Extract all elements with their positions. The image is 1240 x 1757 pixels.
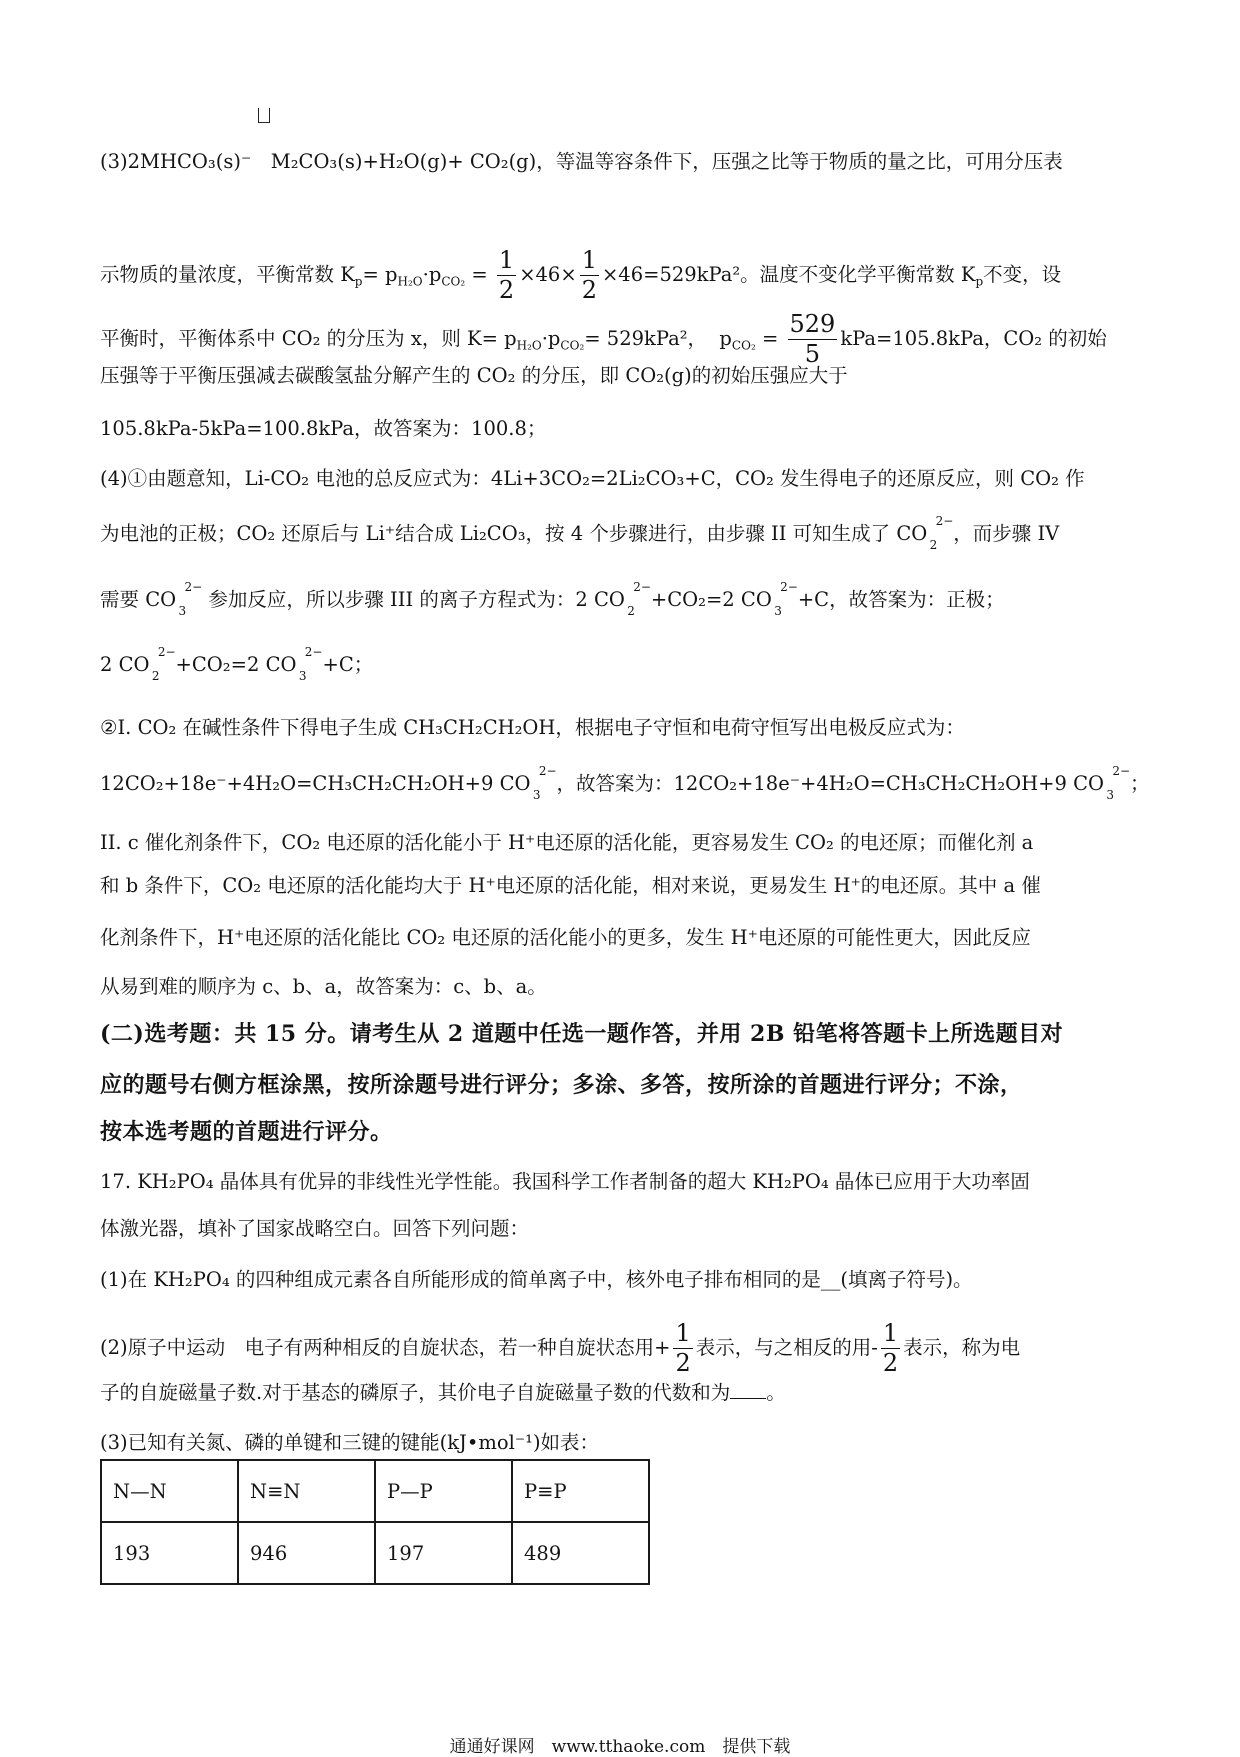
- q17-line-5: 子的自旋磁量子数.对于基态的磷原子，其价电子自旋磁量子数的代数和为 。: [100, 1381, 786, 1404]
- fraction-529-5: $\frac{529}{5}$: [789, 310, 836, 368]
- q17-line-6: (3)已知有关氮、磷的单键和三键的键能(kJ•mol⁻¹)如表：: [100, 1431, 600, 1454]
- ion-co3: CO 2− 3: [499, 764, 557, 802]
- p4-line-3: 需要 CO 2− 3 参加反应，所以步骤 III 的离子方程式为：2 CO 2− 2 +CO₂=2 CO 2− 3 +C，故答案为：正极；: [100, 580, 1005, 618]
- table-header-row: [101, 1460, 649, 1522]
- p3-line-3: 平衡时，平衡体系中 CO₂ 的分压为 x，则 $K= p_{H_2O}\cdot p_{CO_2}= 529kPa^2$， $p_{CO_2}$ = $\frac{529}{5}$ kPa=105.8kPa，CO₂ 的初始: [100, 310, 1107, 368]
- section-heading-line-3: 按本选考题的首题进行评分。: [100, 1119, 393, 1145]
- ion-co3: CO 2− 3: [265, 645, 323, 683]
- ion-c2o2: CO 2− 2: [118, 645, 176, 683]
- answer-blank: [730, 1398, 766, 1399]
- ion-c2o2: CO 2− 2: [896, 514, 954, 552]
- fraction-half: $\frac{1}{2}$: [675, 1319, 691, 1377]
- p4-line-8: 和 b 条件下，CO₂ 电还原的活化能均大于 H⁺电还原的活化能，相对来说，更易发生 H⁺的电还原。其中 a 催: [100, 874, 1041, 897]
- p4-line-4: 2 CO 2− 2 +CO₂=2 CO 2− 3 +C；: [100, 645, 374, 683]
- p3-line-5: 105.8kPa-5kPa=100.8kPa，故答案为：100.8；: [100, 417, 547, 440]
- table-header-cell: N≡N: [238, 1460, 375, 1522]
- bond-energy-table: [100, 1459, 650, 1585]
- q17-line-1: 17. KH₂PO₄ 晶体具有优异的非线性光学性能。我国科学工作者制备的超大 KH₂PO₄ 晶体已应用于大功率固: [100, 1170, 1030, 1193]
- p4-line-10: 从易到难的顺序为 c、b、a，故答案为：c、b、a。: [100, 975, 547, 998]
- ion-c2o2: CO 2− 2: [593, 580, 651, 618]
- table-header-cell: N—N: [101, 1460, 238, 1522]
- p4-line-7: II. c 催化剂条件下，CO₂ 电还原的活化能小于 H⁺电还原的活化能，更容易发生 CO₂ 的电还原；而催化剂 a: [100, 831, 1034, 854]
- section-heading-line-2: 应的题号右侧方框涂黑，按所涂题号进行评分；多涂、多答，按所涂的首题进行评分；不涂，: [100, 1072, 1023, 1098]
- table-value-cell: 489: [512, 1522, 649, 1584]
- p4-line-6: 12CO₂+18e⁻+4H₂O=CH₃CH₂CH₂OH+9 CO 2− 3 ，故答案为：12CO₂+18e⁻+4H₂O=CH₃CH₂CH₂OH+9 CO 2− 3 ；: [100, 764, 1150, 802]
- table-value-cell: 197: [375, 1522, 512, 1584]
- q17-line-4: (2)原子中运动 电子有两种相反的自旋状态，若一种自旋状态用+ $\frac{1}{2}$ 表示，与之相反的用- $\frac{1}{2}$ 表示，称为电: [100, 1319, 1021, 1377]
- p4-line-2: 为电池的正极；CO₂ 还原后与 Li⁺结合成 Li₂CO₃，按 4 个步骤进行，由步骤 II 可知生成了 CO 2− 2 ，而步骤 IV: [100, 514, 1060, 552]
- p4-line-5: ②I. CO₂ 在碱性条件下得电子生成 CH₃CH₂CH₂OH，根据电子守恒和电荷守恒写出电极反应式为：: [100, 716, 965, 739]
- table-value-row: [101, 1522, 649, 1584]
- section-heading-line-1: (二)选考题：共 15 分。请考生从 2 道题中任选一题作答，并用 2B 铅笔将答题卡上所选题目对: [100, 1021, 1064, 1047]
- p3-line-1: (3)2MHCO₃(s)⁻ M₂CO₃(s)+H₂O(g)+ CO₂(g)，等温等容条件下，压强之比等于物质的量之比，可用分压表: [100, 150, 1063, 173]
- fraction-half: $\frac{1}{2}$: [882, 1319, 899, 1377]
- ion-co3: CO 2− 3: [1073, 764, 1131, 802]
- page-footer: 通通好课网 www.tthaoke.com 提供下载: [449, 1737, 791, 1757]
- p3-line-2: 示物质的量浓度，平衡常数 $K_p= p_{H_2O}\cdot p_{CO_2}$ = $\frac{1}{2}$ ×46× $\frac{1}{2}$ ×46=529kPa²。温度不变化学平衡常数 $K_p$不变，设: [100, 246, 1062, 304]
- fraction-half: $\frac{1}{2}$: [581, 246, 597, 304]
- table-value-cell: 193: [101, 1522, 238, 1584]
- q17-line-2: 体激光器，填补了国家战略空白。回答下列问题：: [100, 1217, 530, 1240]
- table-header-cell: P≡P: [512, 1460, 649, 1522]
- p4-line-9: 化剂条件下，H⁺电还原的活化能比 CO₂ 电还原的活化能小的更多，发生 H⁺电还原的可能性更大，因此反应: [100, 926, 1031, 949]
- table-value-cell: 946: [238, 1522, 375, 1584]
- ion-co3: CO 2− 3: [740, 580, 798, 618]
- equilibrium-arrow-mark: [258, 108, 270, 123]
- fraction-half: $\frac{1}{2}$: [498, 246, 515, 304]
- q17-line-3: (1)在 KH₂PO₄ 的四种组成元素各自所能形成的简单离子中，核外电子排布相同的是__(填离子符号)。: [100, 1268, 973, 1291]
- ion-co3: CO 2− 3: [145, 580, 203, 618]
- table-header-cell: P—P: [375, 1460, 512, 1522]
- p3-line-4: 压强等于平衡压强减去碳酸氢盐分解产生的 CO₂ 的分压，即 CO₂(g)的初始压强应大于: [100, 364, 848, 387]
- p4-line-1: (4)①由题意知，Li-CO₂ 电池的总反应式为：4Li+3CO₂=2Li₂CO₃+C，CO₂ 发生得电子的还原反应，则 CO₂ 作: [100, 467, 1085, 490]
